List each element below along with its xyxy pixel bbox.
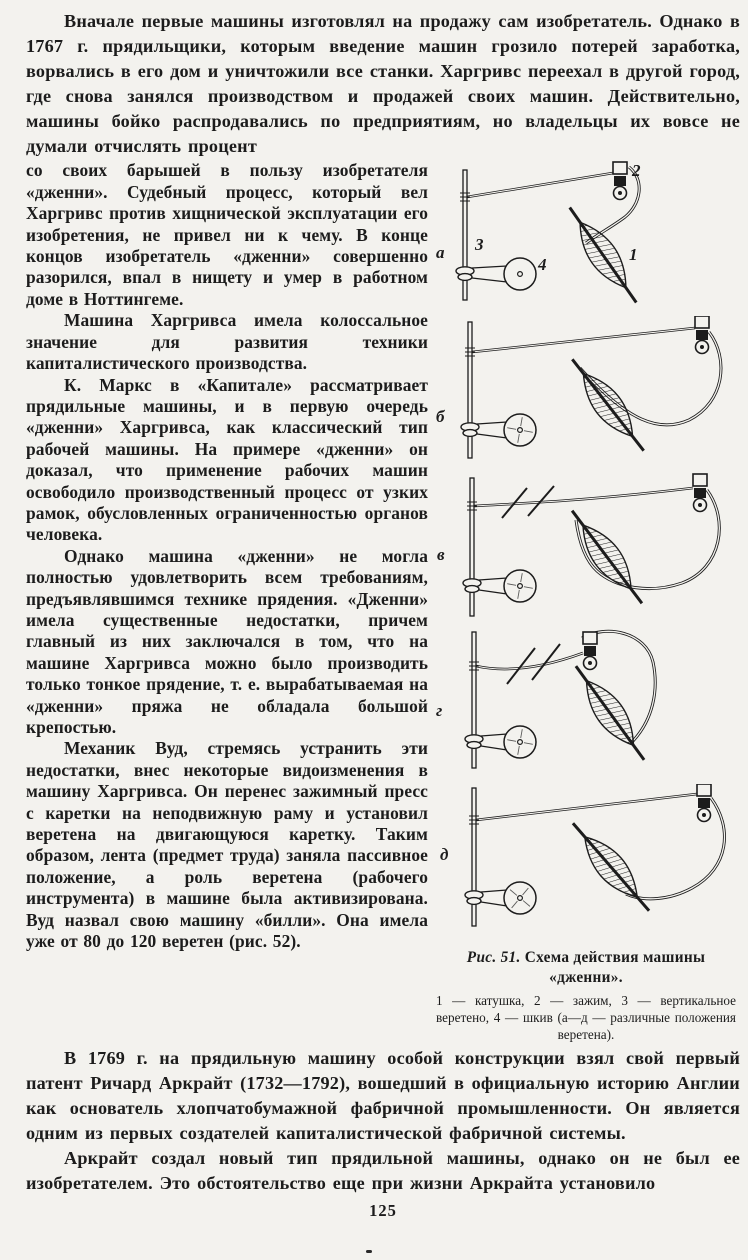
figure-panel-d (432, 784, 740, 940)
paragraph: К. Маркс в «Капитале» рассматривает прядильные машины, и в первую очередь «дженни» Харгривса, как классический тип рабочей машины. На примере «дженни» он доказал, что применение рабочих машин освободило производственный процесс от узких рамок, обусловленных ограниченностью органов человека. (26, 374, 428, 545)
two-column-section (26, 160, 740, 1046)
figure-number: Рис. 51. (466, 949, 521, 967)
figure-title-text: Схема действия машины «дженни». (524, 949, 706, 987)
figure-letter-4: д (440, 845, 449, 865)
figure-letter-0: а (436, 243, 445, 263)
paragraph: В 1769 г. на прядильную машину особой конструкции взял свой первый патент Ричард Аркрайт (1732—1792), вошедший в официальную историю Англии как основатель хлопчатобумажной фабричной промышленности. Он является одним из первых создателей капиталистической фабричной системы. (26, 1048, 740, 1144)
left-column (26, 160, 428, 1046)
paragraph: со своих барышей в пользу изобретателя «дженни». Судебный процесс, который вел Харгривс против хищнической эксплуатации его изобретения, не привел ни к чему. В конце концов изобретатель «дженни» совершенно разорился, впал в нищету и умер в работном доме в Ноттингеме. (26, 160, 428, 309)
figure-caption (432, 948, 740, 1043)
figure-letter-1: б (436, 407, 445, 427)
page-number: 125 (369, 1200, 397, 1220)
scan-speck (366, 1250, 372, 1253)
figure-panel-a (432, 160, 740, 316)
figure-caption-title (436, 948, 736, 988)
figure-part-label-2: 2 (632, 161, 641, 181)
figure-letter-2: в (437, 545, 445, 565)
figure-letter-3: г (436, 701, 443, 721)
figure-legend: 1 — катушка, 2 — зажим, 3 — вертикальное веретено, 4 — шкив (а—д — различные положения веретена). (436, 993, 736, 1043)
paragraph: Механик Вуд, стремясь устранить эти недостатки, внес некоторые видоизменения в машину Харгривса. Он перенес зажимный пресс с каретки на неподвижную раму и установил веретена на двигающуюся каретку. Таким образом, лента (предмет труда) заняла пассивное положение, а роль веретена (рабочего инструмента) в машине была активизирована. Вуд назвал свою машину «билли». Она имела уже от 80 до 120 веретен (рис. 52). (26, 738, 428, 952)
figure-part-label-1: 1 (629, 245, 638, 265)
figure-part-label-3: 3 (475, 235, 484, 255)
paragraph: Машина Харгривса имела колоссальное значение для развития техники капиталистического производства. (26, 310, 428, 374)
figure-51 (432, 160, 740, 1046)
paragraph: Аркрайт создал новый тип прядильной машины, однако он не был ее изобретателем. Это обстоятельство еще при жизни Аркрайта установило (26, 1148, 740, 1193)
figure-panel-b (432, 316, 740, 472)
paragraph-intro: Вначале первые машины изготовлял на продажу сам изобретатель. Однако в 1767 г. прядильщики, которым введение машин грозило потерей заработка, ворвались в его дом и уничтожили все станки. Харгривс переехал в другой город, где снова занялся производством и продажей своих машин. Действительно, машины бойко распродавались по предприятиям, но владельцы их вовсе не думали отчислять процент (26, 11, 740, 156)
figure-panel-g (432, 628, 740, 784)
paragraph: Однако машина «дженни» не могла полностью удовлетворить всем требованиям, предъявлявшимся технике прядения. «Дженни» имела существенные недостатки, причем главный из них заключался в том, что на машине Харгривса можно было производить только тонкое прядение, т. е. вырабатываемая на «дженни» пряжа не обладала большой крепостью. (26, 545, 428, 737)
figure-panel-v (432, 472, 740, 628)
figure-part-label-4: 4 (538, 255, 547, 275)
